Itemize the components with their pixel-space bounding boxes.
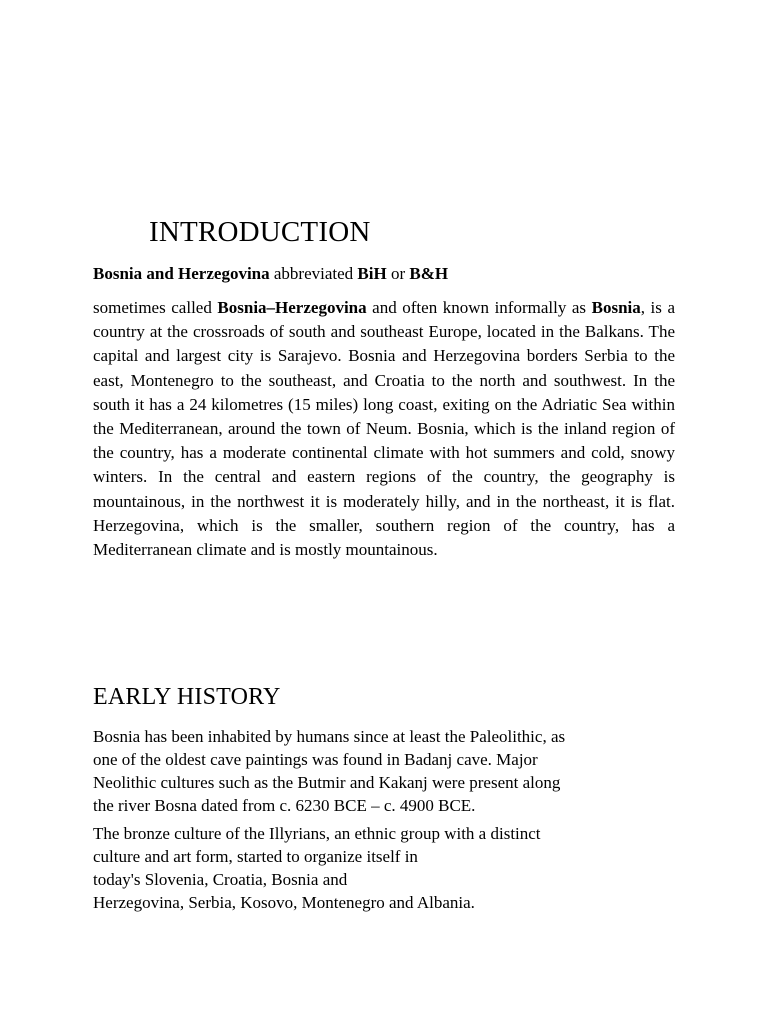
text-line: Neolithic cultures such as the Butmir and Kakanj were present along	[93, 773, 561, 792]
or-text: or	[386, 264, 410, 283]
country-name-line	[93, 262, 693, 286]
intro-text-3: , is a country at the crossroads of south and southeast Europe, located in the Balkans. The capital and largest city is Sarajevo. Bosnia and Herzegovina borders Serbia to the east, Montenegro to the southeast, and Croatia to the north and southwest. In the south it has a 24 kilometres (15 miles) long coast, exiting on the Adriatic Sea within the Mediterranean, around the town of Neum. Bosnia, which is the inland region of the country, has a moderate continental climate with hot summers and cold, snowy winters. In the central and eastern regions of the country, the geography is mountainous, in the northwest it is moderately hilly, and in the northeast, it is flat. Herzegovina, which is the smaller, southern region of the country, has a Mediterranean climate and is mostly mountainous.	[93, 298, 675, 560]
abbreviation-bih: BiH	[357, 264, 387, 283]
short-name-bold: Bosnia	[591, 298, 641, 317]
early-history-paragraph-1	[93, 725, 565, 817]
text-line: one of the oldest cave paintings was found in Badanj cave. Major	[93, 750, 538, 769]
text-line: Bosnia has been inhabited by humans since at least the Paleolithic, as	[93, 727, 566, 746]
early-history-paragraph-2	[93, 822, 541, 914]
text-line: culture and art form, started to organize itself in	[93, 847, 418, 866]
text-line: today's Slovenia, Croatia, Bosnia and	[93, 870, 348, 889]
introduction-heading: INTRODUCTION	[149, 216, 371, 248]
intro-text-1: sometimes called	[93, 298, 218, 317]
early-history-heading: EARLY HISTORY	[93, 684, 281, 710]
text-line: the river Bosna dated from c. 6230 BCE – c. 4900 BCE.	[93, 796, 476, 815]
text-line: The bronze culture of the Illyrians, an ethnic group with a distinct	[93, 824, 541, 843]
abbreviation-b-and-h: B&H	[409, 264, 449, 283]
abbreviated-text: abbreviated	[269, 264, 358, 283]
introduction-paragraph	[93, 296, 675, 562]
intro-text-2: and often known informally as	[366, 298, 592, 317]
text-line: Herzegovina, Serbia, Kosovo, Montenegro and Albania.	[93, 893, 475, 912]
alt-name-bold: Bosnia–Herzegovina	[217, 298, 367, 317]
country-name: Bosnia and Herzegovina	[93, 264, 270, 283]
